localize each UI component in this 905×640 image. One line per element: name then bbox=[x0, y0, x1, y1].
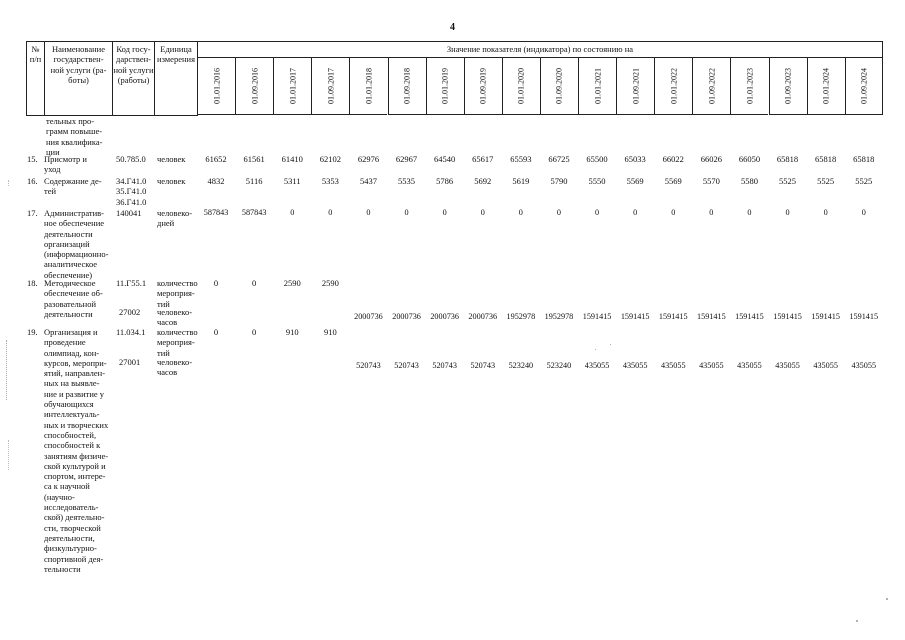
table-cell-value: 1591415 bbox=[773, 312, 802, 321]
table-cell-value: 61652 bbox=[205, 154, 227, 164]
row-number: 15. bbox=[27, 154, 38, 164]
row-service-code: 11.Г55.1 bbox=[116, 278, 147, 288]
table-cell-value: 61410 bbox=[281, 154, 303, 164]
header-date-label: 01.01.2016 bbox=[212, 67, 222, 104]
table-cell-value: 2590 bbox=[321, 278, 339, 288]
table-cell-value: 0 bbox=[213, 327, 219, 337]
row-service-code-2: 27001 bbox=[119, 357, 141, 367]
header-date-cell bbox=[273, 57, 311, 115]
header-date-label: 01.01.2017 bbox=[288, 67, 298, 104]
table-cell-value: 5580 bbox=[740, 176, 758, 186]
table-cell-value: 5692 bbox=[474, 176, 492, 186]
margin-mark bbox=[6, 340, 11, 400]
row-unit: человек bbox=[157, 154, 186, 164]
header-date-cell bbox=[807, 57, 845, 115]
table-cell-value: 523240 bbox=[508, 361, 534, 370]
table-cell-value: 2000736 bbox=[430, 312, 459, 321]
header-date-cell bbox=[235, 57, 273, 115]
header-date-label: 01.01.2019 bbox=[440, 67, 450, 104]
table-cell-value: 0 bbox=[556, 208, 561, 217]
table-cell-value: 65617 bbox=[472, 154, 494, 164]
header-date-cell bbox=[692, 57, 730, 115]
header-date-label: 01.09.2022 bbox=[707, 67, 717, 104]
table-cell-value: 65500 bbox=[586, 154, 608, 164]
table-cell-value: 5525 bbox=[855, 176, 873, 186]
table-cell-value: 5525 bbox=[779, 176, 797, 186]
scan-speck bbox=[886, 598, 888, 600]
table-cell-value: 587843 bbox=[241, 208, 267, 217]
table-cell-value: 61561 bbox=[243, 154, 265, 164]
header-date-label: 01.09.2023 bbox=[783, 67, 793, 104]
table-cell-value: 65033 bbox=[624, 154, 646, 164]
table-cell-value: 62967 bbox=[395, 154, 418, 164]
table-cell-value: 910 bbox=[285, 327, 299, 337]
header-date-cell bbox=[845, 57, 883, 115]
table-cell-value: 5570 bbox=[702, 176, 720, 186]
row-service-code-2: 27002 bbox=[119, 307, 141, 317]
table-cell-value: 5619 bbox=[512, 176, 530, 186]
header-value-group: Значение показателя (индикатора) по состоянию на bbox=[197, 41, 883, 58]
header-date-cell bbox=[730, 57, 768, 115]
header-date-label: 01.09.2024 bbox=[859, 67, 869, 104]
table-cell-value: 1952978 bbox=[544, 312, 574, 321]
table-cell-value: 435055 bbox=[737, 361, 762, 370]
header-date-cell bbox=[578, 57, 616, 115]
header-date-label: 01.01.2020 bbox=[516, 67, 526, 104]
table-cell-value: 910 bbox=[323, 327, 337, 337]
table-cell-value: 0 bbox=[252, 278, 257, 288]
row-unit: человеко- дней bbox=[157, 208, 193, 229]
scan-speck bbox=[595, 349, 596, 350]
header-date-cell bbox=[426, 57, 464, 115]
header-date-label: 01.09.2017 bbox=[326, 67, 336, 104]
table-cell-value: 5437 bbox=[359, 176, 377, 186]
table-cell-value: 435055 bbox=[775, 361, 800, 370]
table-cell-value: 1591415 bbox=[658, 312, 688, 321]
table-cell-value: 65818 bbox=[815, 154, 837, 164]
table-cell-value: 64540 bbox=[434, 154, 456, 164]
table-cell-value: 0 bbox=[823, 208, 828, 217]
table-cell-value: 0 bbox=[518, 208, 523, 217]
table-cell-value: 435055 bbox=[699, 361, 724, 370]
table-cell-value: 62976 bbox=[357, 154, 380, 164]
table-cell-value: 1591415 bbox=[811, 312, 840, 321]
row-service-name: Содержание де- тей bbox=[44, 176, 102, 197]
header-num: № п/п bbox=[26, 41, 45, 116]
header-date-label: 01.09.2020 bbox=[554, 67, 564, 104]
table-cell-value: 1591415 bbox=[849, 312, 879, 321]
table-cell-value: 65818 bbox=[853, 154, 875, 164]
row-number: 19. bbox=[27, 327, 38, 337]
page-number: 4 bbox=[450, 22, 455, 33]
header-date-cell bbox=[540, 57, 578, 115]
table-cell-value: 0 bbox=[671, 208, 676, 217]
scan-speck bbox=[610, 344, 611, 345]
table-cell-value: 66026 bbox=[700, 154, 722, 164]
table-cell-value: 2000736 bbox=[392, 312, 421, 321]
table-cell-value: 435055 bbox=[851, 361, 877, 370]
table-cell-value: 5550 bbox=[588, 176, 606, 186]
table-cell-value: 435055 bbox=[660, 361, 686, 370]
header-date-label: 01.01.2018 bbox=[364, 67, 374, 104]
table-cell-value: 0 bbox=[861, 208, 866, 217]
table-cell-value: 0 bbox=[252, 327, 257, 337]
table-cell-value: 2000736 bbox=[468, 312, 498, 321]
table-cell-value: 5569 bbox=[664, 176, 682, 186]
table-cell-value: 0 bbox=[213, 278, 219, 288]
table-cell-value: 435055 bbox=[622, 361, 648, 370]
margin-mark bbox=[8, 180, 11, 186]
table-cell-value: 520743 bbox=[470, 361, 496, 370]
table-cell-value: 5311 bbox=[283, 176, 301, 186]
table-cell-value: 4832 bbox=[207, 176, 225, 186]
row-service-code: 34.Г41.0 35.Г41.0 36.Г41.0 bbox=[116, 176, 147, 207]
table-cell-value: 523240 bbox=[546, 361, 572, 370]
table-cell-value: 5525 bbox=[817, 176, 835, 186]
table-cell-value: 0 bbox=[290, 208, 295, 217]
table-cell-value: 2000736 bbox=[354, 312, 383, 321]
table-cell-value: 65593 bbox=[510, 154, 532, 164]
header-date-label: 01.09.2021 bbox=[631, 67, 641, 104]
table-cell-value: 435055 bbox=[813, 361, 838, 370]
table-cell-value: 1591415 bbox=[582, 312, 612, 321]
table-cell-value: 5569 bbox=[626, 176, 644, 186]
header-code: Код госу- дарствен- ной услуги (работы) bbox=[112, 41, 155, 116]
table-cell-value: 5790 bbox=[550, 176, 568, 186]
table-cell-value: 5353 bbox=[321, 176, 339, 186]
table-cell-value: 0 bbox=[633, 208, 638, 217]
header-date-cell bbox=[349, 57, 387, 115]
row-unit: человек bbox=[157, 176, 186, 186]
row-unit-2: человеко- часов bbox=[157, 307, 193, 328]
row-unit: количество мероприя- тий bbox=[157, 327, 198, 358]
header-date-cell bbox=[654, 57, 692, 115]
table-cell-value: 1591415 bbox=[697, 312, 726, 321]
header-date-label: 01.01.2023 bbox=[745, 67, 755, 104]
table-cell-value: 2590 bbox=[283, 278, 301, 288]
row-number: 18. bbox=[27, 278, 38, 288]
table-cell-value: 0 bbox=[480, 208, 485, 217]
header-date-cell bbox=[197, 57, 235, 115]
header-date-label: 01.09.2018 bbox=[402, 67, 412, 104]
header-name: Наименование государствен- ной услуги (ра- боты) bbox=[44, 41, 113, 116]
table-cell-value: 66050 bbox=[738, 154, 761, 164]
table-cell-value: 1591415 bbox=[735, 312, 764, 321]
row-number: 16. bbox=[27, 176, 38, 186]
header-date-label: 01.01.2024 bbox=[821, 67, 831, 104]
table-cell-value: 5535 bbox=[398, 176, 416, 186]
table-cell-value: 0 bbox=[442, 208, 447, 217]
table-cell-value: 0 bbox=[785, 208, 790, 217]
header-unit: Единица измерения bbox=[154, 41, 198, 116]
row-service-name: Присмотр и уход bbox=[44, 154, 87, 175]
table-cell-value: 62102 bbox=[319, 154, 341, 164]
row-service-name: Административ- ное обеспечение деятельности организаций (информационно- аналитическое обеспечение) bbox=[44, 208, 109, 280]
header-date-cell bbox=[464, 57, 502, 115]
table-cell-value: 0 bbox=[595, 208, 600, 217]
table-cell-value: 66022 bbox=[662, 154, 684, 164]
table-cell-value: 0 bbox=[709, 208, 714, 217]
scan-speck bbox=[856, 620, 858, 622]
table-cell-value: 520743 bbox=[394, 361, 419, 370]
header-date-cell bbox=[502, 57, 540, 115]
table-cell-value: 66725 bbox=[548, 154, 570, 164]
continuation-text: тельных про- грамм повыше- ния квалифика- ции bbox=[46, 116, 103, 157]
table-cell-value: 0 bbox=[328, 208, 333, 217]
table-cell-value: 1952978 bbox=[506, 312, 536, 321]
row-service-name: Методическое обеспечение об- разовательной деятельности bbox=[44, 278, 103, 319]
header-date-cell bbox=[769, 57, 807, 115]
table-cell-value: 1591415 bbox=[620, 312, 650, 321]
table-cell-value: 520743 bbox=[432, 361, 457, 370]
header-date-cell bbox=[311, 57, 349, 115]
row-service-code: 140041 bbox=[116, 208, 142, 218]
row-unit: количество мероприя- тий bbox=[157, 278, 198, 309]
header-date-cell bbox=[388, 57, 426, 115]
table-cell-value: 435055 bbox=[584, 361, 610, 370]
row-service-code: 50.785.0 bbox=[116, 154, 146, 164]
table-cell-value: 5786 bbox=[436, 176, 454, 186]
table-cell-value: 520743 bbox=[356, 361, 381, 370]
row-service-code: 11.034.1 bbox=[116, 327, 146, 337]
header-date-cell bbox=[616, 57, 654, 115]
margin-mark bbox=[8, 440, 11, 470]
header-date-label: 01.09.2019 bbox=[478, 67, 488, 104]
header-date-label: 01.09.2016 bbox=[250, 67, 260, 104]
table-cell-value: 65818 bbox=[776, 154, 799, 164]
header-date-label: 01.01.2021 bbox=[593, 67, 603, 104]
row-unit-2: человеко- часов bbox=[157, 357, 193, 378]
row-number: 17. bbox=[27, 208, 38, 218]
table-cell-value: 0 bbox=[366, 208, 371, 217]
table-cell-value: 0 bbox=[747, 208, 752, 217]
header-date-label: 01.01.2022 bbox=[669, 67, 679, 104]
row-service-name: Организация и проведение олимпиад, кон- курсов, меропри- ятий, направлен- ных на выявле- ние и развитие у обучающихся интеллектуаль- ных и творческих способностей, способностей к занятиям физиче- ской культурой и спортом, интере- са к научной (научно- исследователь- ской) деятельно- сти, творческой деятельности, физкультурно- спортивной дея- тельности bbox=[44, 327, 109, 574]
table-cell-value: 5116 bbox=[245, 176, 263, 186]
table-cell-value: 587843 bbox=[203, 208, 229, 217]
table-cell-value: 0 bbox=[404, 208, 409, 217]
